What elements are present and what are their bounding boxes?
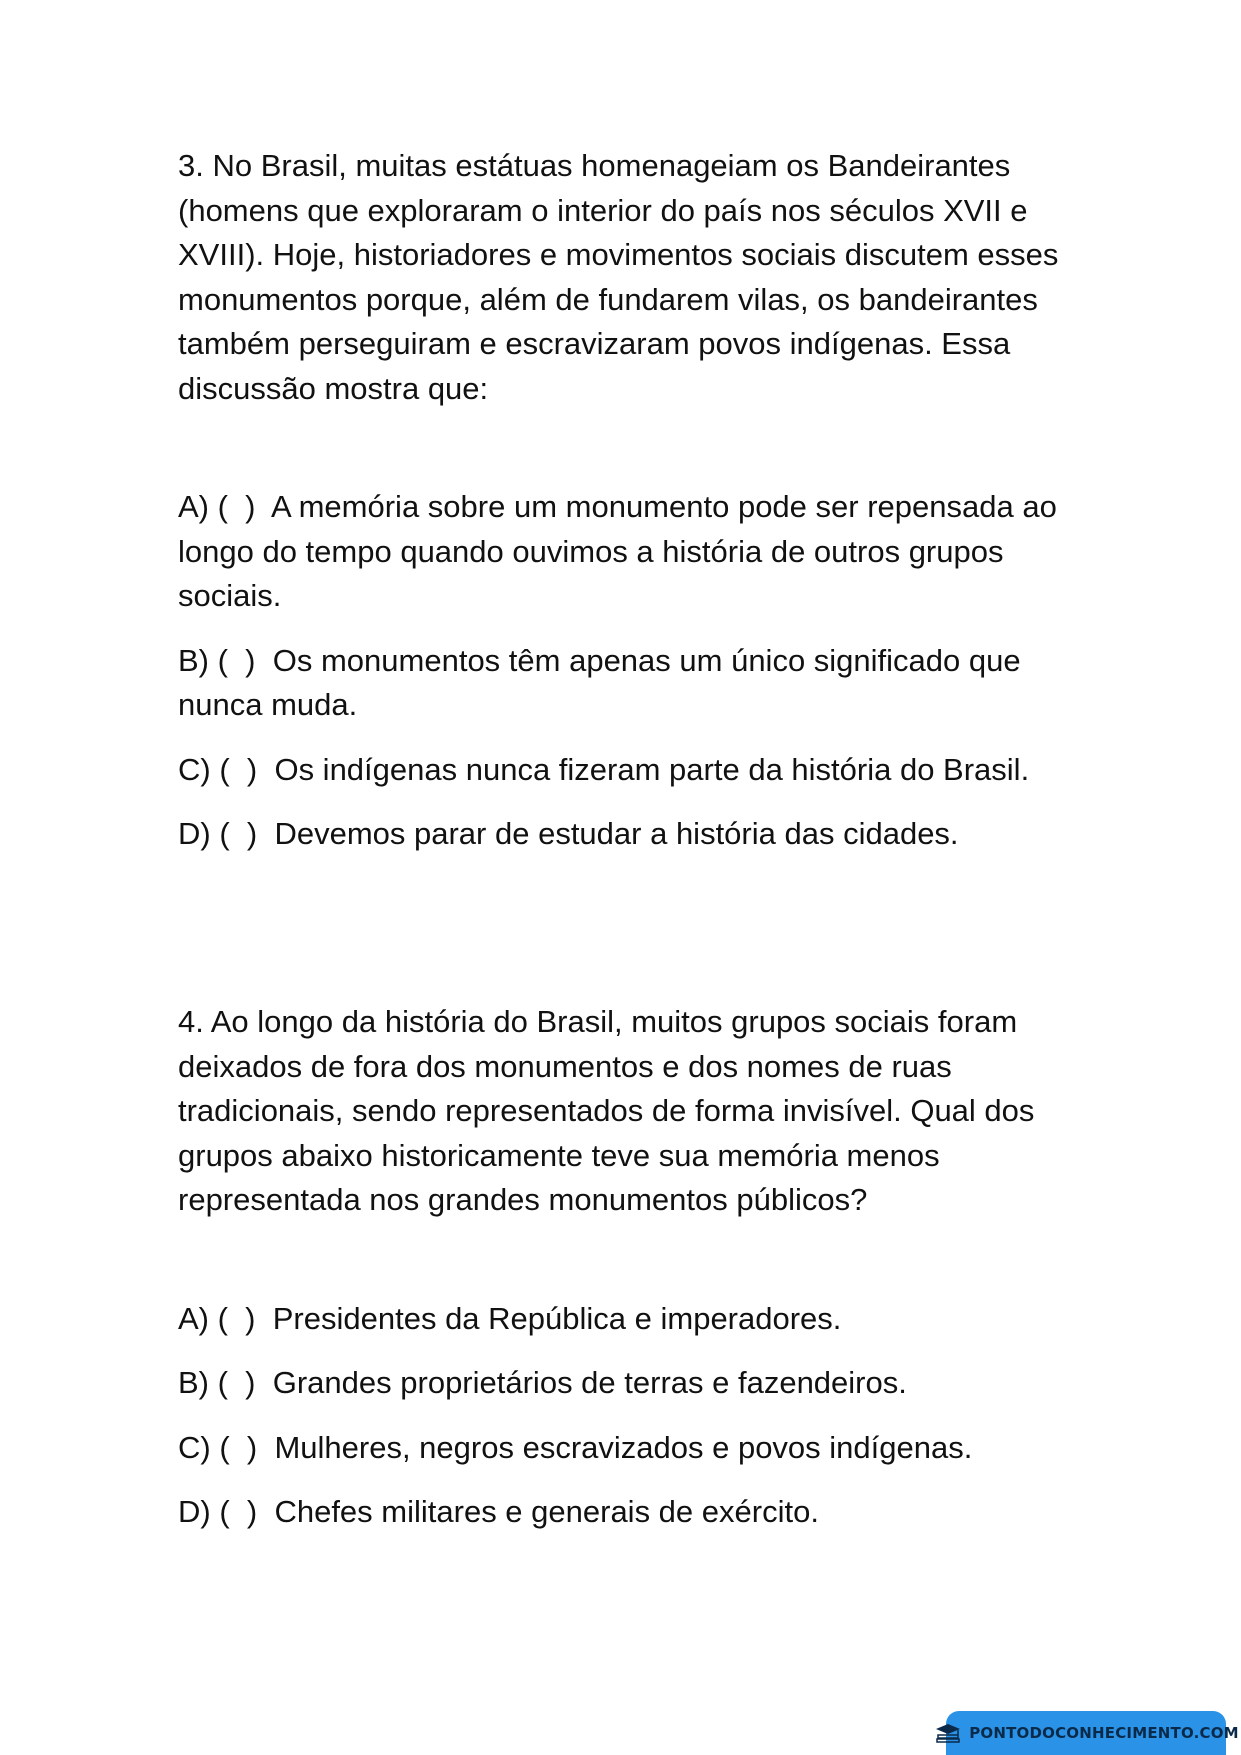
watermark-text: PONTODOCONHECIMENTO.COM <box>969 1724 1239 1742</box>
option-letter: A) <box>178 489 218 524</box>
answer-options <box>178 1297 1078 1535</box>
option-text: Chefes militares e generais de exército. <box>274 1494 819 1529</box>
option-checkbox[interactable]: ( ) <box>219 1429 266 1465</box>
answer-options <box>178 485 1078 857</box>
graduation-books-icon <box>933 1722 963 1744</box>
option-text: Mulheres, negros escravizados e povos indígenas. <box>274 1429 973 1465</box>
site-watermark-badge[interactable] <box>946 1711 1239 1755</box>
question-4 <box>178 1000 1078 1555</box>
option-text: A memória sobre um monumento pode ser repensada ao longo do tempo quando ouvimos a história de outros grupos sociais. <box>178 489 1057 613</box>
option-a[interactable] <box>178 1297 1078 1342</box>
option-text: Presidentes da República e imperadores. <box>272 1300 842 1336</box>
option-letter: A) <box>178 1300 218 1336</box>
option-letter: B) <box>178 1365 218 1400</box>
option-c[interactable] <box>178 748 1078 793</box>
option-letter: B) <box>178 642 218 678</box>
question-stem: 4. Ao longo da história do Brasil, muitos grupos sociais foram deixados de fora dos monumentos e dos nomes de ruas tradicionais, sendo representados de forma invisível. Qual dos grupos abaixo historicamente teve sua memória menos representada nos grandes monumentos públicos? <box>178 1004 1035 1217</box>
option-letter: C) <box>178 1429 220 1465</box>
option-checkbox[interactable]: ( ) <box>219 1494 266 1529</box>
option-text: Grandes proprietários de terras e fazendeiros. <box>272 1365 907 1400</box>
option-d[interactable] <box>178 812 1078 857</box>
option-d[interactable] <box>178 1490 1078 1535</box>
option-checkbox[interactable]: ( ) <box>219 751 266 787</box>
question-stem: 3. No Brasil, muitas estátuas homenageiam os Bandeirantes (homens que exploraram o interior do país nos séculos XVII e XVIII). Hoje, historiadores e movimentos sociais discutem esses monumentos porque, além de fundarem vilas, os bandeirantes também perseguiram e escravizaram povos indígenas. Essa discussão mostra que: <box>178 148 1059 406</box>
option-checkbox[interactable]: ( ) <box>217 1300 265 1336</box>
option-checkbox[interactable]: ( ) <box>217 489 265 524</box>
option-text: Os monumentos têm apenas um único significado que nunca muda. <box>178 642 1021 722</box>
option-c[interactable] <box>178 1426 1078 1471</box>
option-b[interactable] <box>178 639 1078 728</box>
option-text: Devemos parar de estudar a história das cidades. <box>274 816 959 851</box>
option-checkbox[interactable]: ( ) <box>217 1365 265 1400</box>
option-checkbox[interactable]: ( ) <box>217 642 265 678</box>
option-checkbox[interactable]: ( ) <box>219 816 266 851</box>
option-text: Os indígenas nunca fizeram parte da história do Brasil. <box>274 751 1030 787</box>
option-a[interactable] <box>178 485 1078 619</box>
option-letter: C) <box>178 751 220 787</box>
option-letter: D) <box>178 1494 220 1529</box>
option-letter: D) <box>178 816 220 851</box>
option-b[interactable] <box>178 1361 1078 1406</box>
question-3 <box>178 144 1078 877</box>
